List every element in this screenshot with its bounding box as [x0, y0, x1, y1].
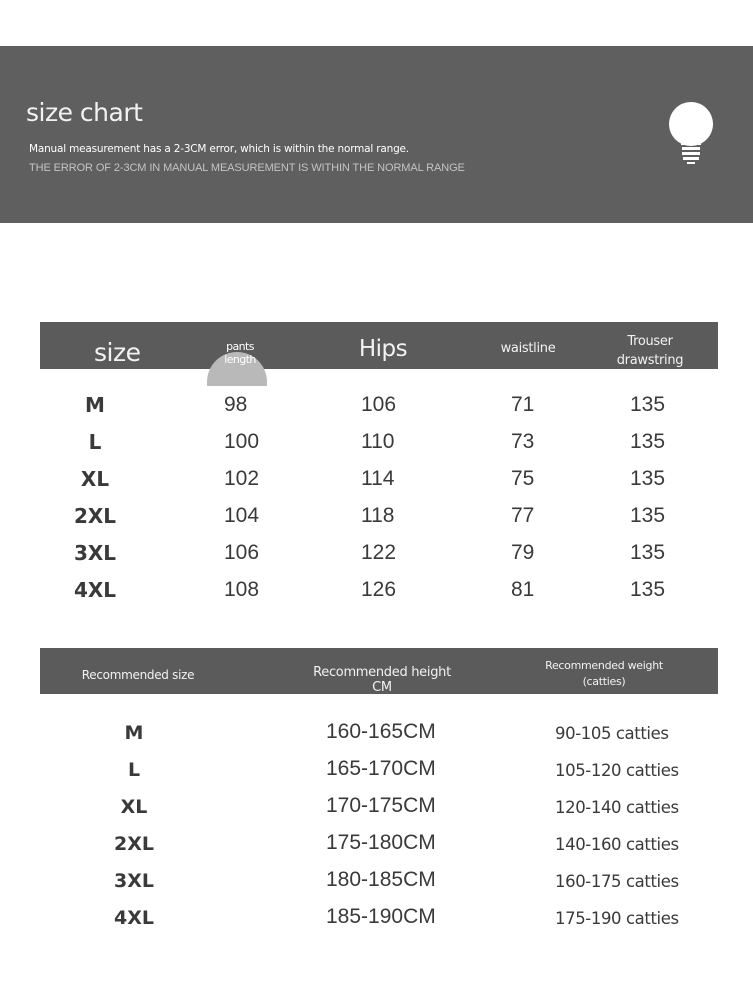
cell-waistline: 81: [511, 578, 535, 601]
table-row: [0, 573, 753, 610]
cell-size: XL: [120, 796, 148, 818]
cell-size: L: [88, 430, 102, 454]
cell-size: 2XL: [114, 833, 154, 855]
cell-size: M: [85, 393, 105, 417]
cell-pants-length: 108: [224, 578, 260, 601]
cell-size: 4XL: [114, 907, 154, 929]
size-table-body: [0, 388, 753, 610]
header-weight-line2: (catties): [582, 675, 626, 688]
cell-size: XL: [80, 467, 110, 491]
header-recommended-size: Recommended size: [81, 668, 195, 682]
cell-drawstring: 135: [630, 578, 666, 601]
measurement-note-caps: THE ERROR OF 2-3CM IN MANUAL MEASUREMENT IS WITHIN THE NORMAL RANGE: [29, 162, 465, 174]
header-waistline: waistline: [500, 341, 556, 356]
header-recommended-weight: [544, 658, 664, 690]
cell-weight: 90-105 catties: [555, 724, 669, 743]
cell-height: 170-175CM: [326, 794, 436, 817]
cell-size: 3XL: [114, 870, 154, 892]
table-row: [0, 462, 753, 499]
cell-size: M: [124, 722, 144, 744]
cell-waistline: 75: [511, 467, 535, 490]
header-size: size: [94, 338, 141, 367]
cell-hips: 118: [361, 504, 395, 527]
cell-drawstring: 135: [630, 393, 666, 416]
cell-hips: 122: [361, 541, 397, 564]
cell-height: 185-190CM: [326, 905, 436, 928]
table-row: [0, 536, 753, 573]
cell-weight: 140-160 catties: [555, 835, 679, 854]
cell-size: 3XL: [73, 541, 117, 565]
cell-pants-length: 106: [224, 541, 260, 564]
cell-height: 175-180CM: [326, 831, 436, 854]
cell-size: 4XL: [73, 578, 117, 602]
cell-height: 180-185CM: [326, 868, 436, 891]
header-trouser-line2: drawstring: [616, 353, 684, 368]
cell-waistline: 77: [511, 504, 535, 527]
cell-hips: 110: [361, 430, 395, 453]
cell-weight: 120-140 catties: [555, 798, 679, 817]
header-hips: Hips: [358, 336, 408, 362]
cell-hips: 114: [361, 467, 395, 490]
cell-pants-length: 100: [224, 430, 260, 453]
header-recommended-height: Recommended height CM: [313, 665, 451, 695]
header-trouser-line1: Trouser: [627, 334, 673, 349]
cell-weight: 175-190 catties: [555, 909, 679, 928]
table-row: [0, 827, 753, 864]
cell-pants-length: 102: [224, 467, 260, 490]
size-table-header: [40, 322, 718, 369]
recommend-table-header: [40, 648, 718, 694]
cell-pants-length: 104: [224, 504, 260, 527]
cell-size: L: [127, 759, 141, 781]
cell-drawstring: 135: [630, 430, 666, 453]
table-row: [0, 901, 753, 938]
table-row: [0, 388, 753, 425]
header-trouser-drawstring: [614, 332, 686, 370]
cell-weight: 160-175 catties: [555, 872, 679, 891]
table-row: [0, 716, 753, 753]
cell-drawstring: 135: [630, 504, 666, 527]
table-row: [0, 753, 753, 790]
cell-height: 160-165CM: [326, 720, 436, 743]
measurement-note: Manual measurement has a 2-3CM error, which is within the normal range.: [29, 143, 409, 155]
cell-drawstring: 135: [630, 467, 666, 490]
page-title: size chart: [26, 98, 143, 127]
cell-size: 2XL: [73, 504, 117, 528]
table-row: [0, 499, 753, 536]
table-row: [0, 864, 753, 901]
cell-pants-length: 98: [224, 393, 248, 416]
cell-hips: 126: [361, 578, 397, 601]
header-weight-line1: Recommended weight: [545, 659, 663, 672]
cell-height: 165-170CM: [326, 757, 436, 780]
cell-waistline: 73: [511, 430, 535, 453]
table-row: [0, 790, 753, 827]
lightbulb-icon: [666, 100, 716, 168]
size-chart-banner: [0, 46, 753, 223]
recommend-table-body: [0, 716, 753, 938]
cell-waistline: 71: [511, 393, 535, 416]
cell-hips: 106: [361, 393, 397, 416]
header-pants-length: pants length: [224, 340, 256, 366]
cell-waistline: 79: [511, 541, 535, 564]
cell-drawstring: 135: [630, 541, 666, 564]
table-row: [0, 425, 753, 462]
cell-weight: 105-120 catties: [555, 761, 679, 780]
